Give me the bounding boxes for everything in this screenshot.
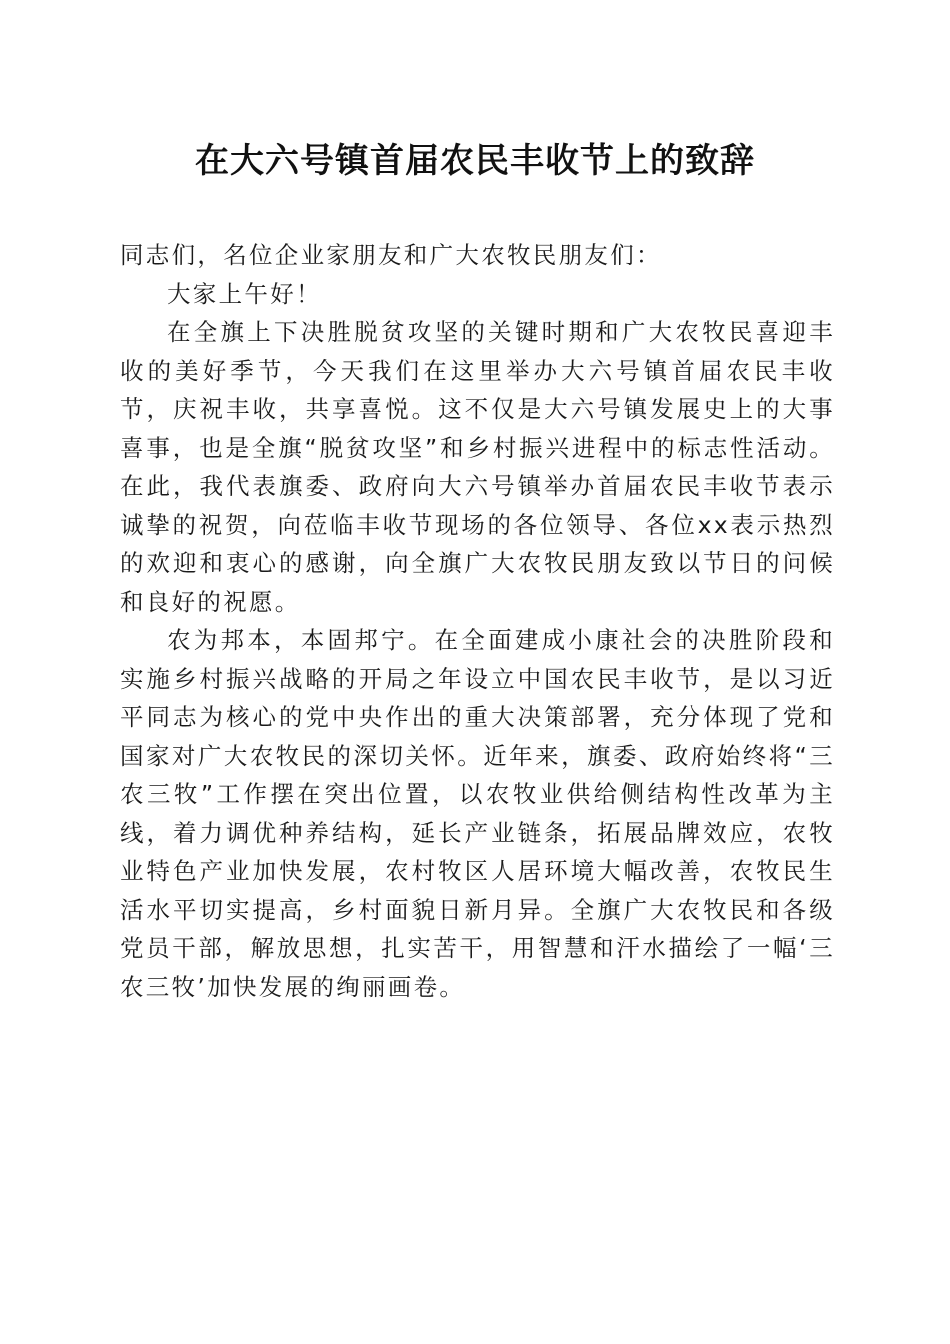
greeting: 大家上午好！: [167, 279, 322, 308]
document-title: 在大六号镇首届农民丰收节上的致辞: [195, 141, 755, 181]
salutation: 同志们，名位企业家朋友和广大农牧民朋友们：: [120, 241, 662, 269]
paragraph-1: 在全旗上下决胜脱贫攻坚的关键时期和广大农牧民喜迎丰收的美好季节，今天我们在这里举办大六号镇首届农民丰收节，庆祝丰收，共享喜悦。这不仅是大六号镇发展史上的大事喜事，也是全旗“脱贫攻坚”和乡村振兴进程中的标志性活动。在此，我代表旗委、政府向大六号镇举办首届农民丰收节表示诚挚的祝贺，向莅临丰收节现场的各位领导、各位xx表示热烈的欢迎和衷心的感谢，向全旗广大农牧民朋友致以节日的问候和良好的祝愿。: [120, 318, 835, 616]
document-body: [120, 236, 835, 1006]
paragraph-2: 农为邦本，本固邦宁。在全面建成小康社会的决胜阶段和实施乡村振兴战略的开局之年设立中国农民丰收节，是以习近平同志为核心的党中央作出的重大决策部署，充分体现了党和国家对广大农牧民的深切关怀。近年来，旗委、政府始终将“三农三牧”工作摆在突出位置，以农牧业供给侧结构性改革为主线，着力调优种养结构，延长产业链条，拓展品牌效应，农牧业特色产业加快发展，农村牧区人居环境大幅改善，农牧民生活水平切实提高，乡村面貌日新月异。全旗广大农牧民和各级党员干部，解放思想，扎实苦干，用智慧和汗水描绘了一幅‘三农三牧’加快发展的绚丽画卷。: [120, 626, 835, 1001]
